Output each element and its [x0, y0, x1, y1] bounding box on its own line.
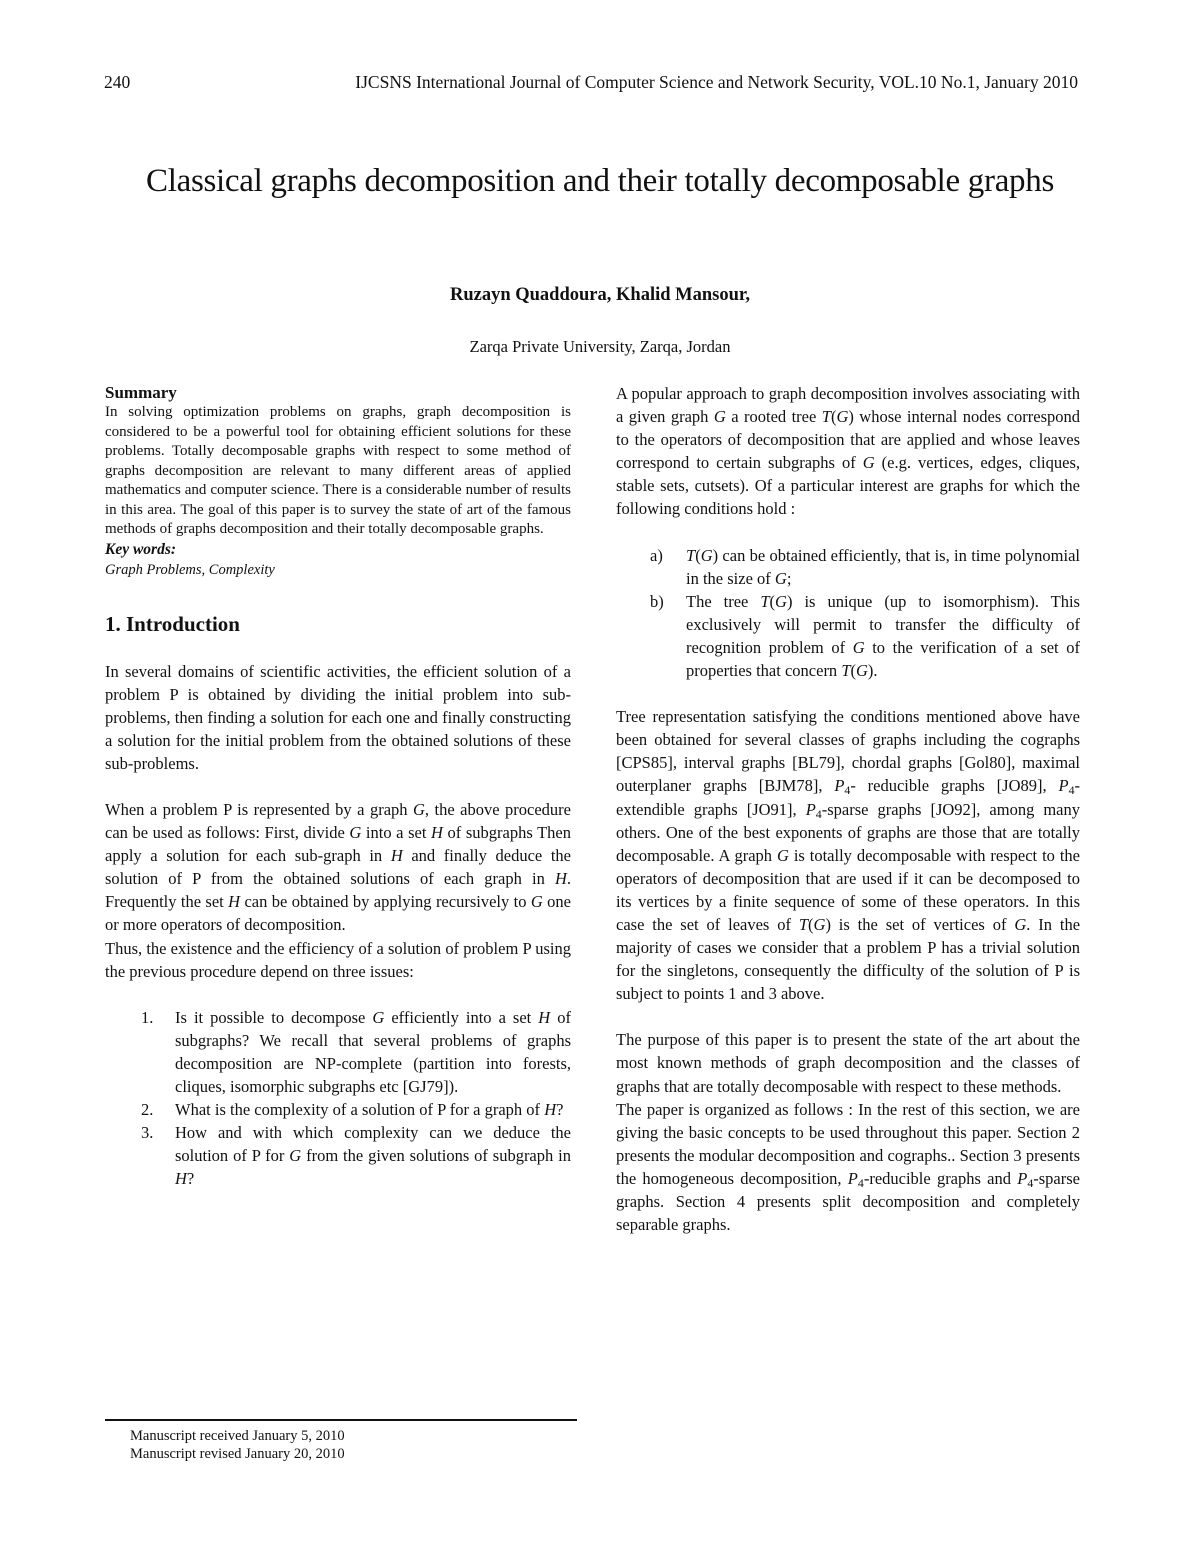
conditions-list: [616, 544, 1080, 683]
math-variable: G: [1014, 914, 1027, 934]
list-marker: a): [650, 545, 663, 565]
subscript: 4: [815, 806, 822, 821]
math-variable: T: [760, 591, 770, 611]
math-variable: P: [805, 799, 816, 819]
paper-title: Classical graphs decomposition and their totally decomposable graphs: [146, 163, 1054, 199]
list-item: b) The tree T(G) is unique (up to isomorphism). This exclusively will permit to transfer the difficulty of recognition problem of G to the verification of a set of properties that concern T(G).: [650, 591, 1080, 681]
math-variable: P: [1058, 776, 1069, 796]
math-variable: G: [713, 407, 726, 427]
manuscript-revised: Manuscript revised January 20, 2010: [130, 1446, 345, 1462]
intro-paragraph-1: In several domains of scientific activities, the efficient solution of a problem P is obtained by dividing the initial problem into sub-problems, then finding a solution for each one and finally constructing a solution for the initial problem from the obtained solutions of these sub-problems.: [105, 661, 571, 773]
math-variable: H: [538, 1007, 551, 1027]
math-variable: H: [175, 1169, 187, 1189]
issues-list: [105, 1006, 571, 1191]
subscript: 4: [1068, 783, 1075, 798]
math-variable: T: [686, 545, 696, 565]
math-variable: T: [798, 914, 809, 934]
list-marker: 3.: [141, 1123, 154, 1143]
math-variable: G: [862, 453, 875, 473]
math-variable: P: [1017, 1168, 1028, 1188]
math-variable: G: [776, 845, 789, 865]
math-variable: G: [349, 823, 362, 843]
right-paragraph-4: The paper is organized as follows : In the rest of this section, we are giving the basic concepts to be used throughout this paper. Section 2 presents the modular decomposition and cographs.. Section 3 presents the homogeneous decomposition, $P_4$-reducible graphs and $P_4$-sparse graphs. Section 4 presents split decomposition and completely separable graphs.: [616, 1099, 1080, 1235]
list-item: 1. Is it possible to decompose G efficiently into a set H of subgraphs? We recall that several problems of graphs decomposition are NP-complete (partition into forests, cliques, isomorphic subgraphs etc [GJ79]).: [141, 1007, 571, 1096]
list-marker: 2.: [141, 1100, 154, 1120]
list-marker: 1.: [141, 1007, 154, 1027]
right-column: [616, 382, 1080, 1236]
right-paragraph-2: Tree representation satisfying the conditions mentioned above have been obtained for several classes of graphs including the cographs [CPS85], interval graphs [BL79], chordal graphs [Gol80], maximal outerplaner graphs [BJM78], $P_4-$ reducible graphs [JO89], $P_4$-extendible graphs [JO91], $P_4$-sparse graphs [JO92], among many others. One of the best exponents of graphs are those that are totally decomposable. A graph G is totally decomposable with respect to the operators of decomposition that are used if it can be decomposed to its vertices by a finite sequence of some of these operators. In this case the set of leaves of T(G) is the set of vertices of G. In the majority of cases we consider that a problem P has a trivial solution for the singletons, consequently the difficulty of the solution of P is subject to points 1 and 3 above.: [616, 707, 1081, 1004]
math-variable: G: [852, 637, 865, 657]
right-paragraph-1: A popular approach to graph decomposition involves associating with a given graph G a rooted tree T(G) whose internal nodes correspond to the operators of decomposition that are applied and whose leaves correspond to certain subgraphs of G (e.g. vertices, edges, cliques, stable sets, cutsets). Of a particular interest are graphs for which the following conditions hold :: [616, 384, 1080, 519]
math-variable: H: [554, 869, 567, 889]
summary-block: [105, 403, 571, 540]
math-variable: G: [836, 407, 849, 427]
subscript: 4: [1027, 1175, 1034, 1190]
subscript: 4: [844, 783, 851, 798]
affiliation: Zarqa Private University, Zarqa, Jordan: [469, 337, 731, 356]
math-variable: G: [530, 892, 543, 912]
journal-header: IJCSNS International Journal of Computer Science and Network Security, VOL.10 No.1, January 2010: [355, 72, 1078, 92]
footnote: [130, 1427, 345, 1463]
keywords-heading: Key words:: [105, 540, 177, 558]
footnote-rule: [105, 1419, 577, 1421]
section-heading-introduction: 1. Introduction: [105, 611, 240, 636]
math-variable: H: [544, 1100, 557, 1120]
left-column: [105, 382, 571, 1190]
list-item: 2. What is the complexity of a solution of P for a graph of H?: [105, 1098, 571, 1121]
math-variable: G: [289, 1146, 302, 1166]
math-variable: H: [228, 892, 241, 912]
math-variable: G: [856, 661, 868, 681]
running-header: [104, 72, 1078, 96]
math-variable: T: [821, 407, 831, 427]
right-paragraph-3: The purpose of this paper is to present the state of the art about the most known methods of graph decomposition and the classes of graphs that are totally decomposable with respect to these methods.: [616, 1030, 1080, 1096]
math-variable: G: [775, 591, 787, 611]
manuscript-received: Manuscript received January 5, 2010: [130, 1428, 345, 1444]
page-number: 240: [104, 72, 131, 92]
math-variable: G: [774, 568, 787, 588]
list-item: a) T(G) can be obtained efficiently, that is, in time polynomial in the size of G;: [650, 545, 1080, 588]
math-variable: P: [847, 1168, 858, 1188]
math-variable: H: [431, 823, 443, 843]
math-variable: G: [700, 545, 713, 565]
math-variable: T: [841, 661, 851, 681]
math-variable: P: [834, 776, 845, 796]
keywords: Graph Problems, Complexity: [105, 561, 275, 578]
math-variable: G: [413, 799, 425, 819]
math-variable: G: [813, 914, 826, 934]
authors: Ruzayn Quaddoura, Khalid Mansour,: [449, 285, 751, 305]
summary-text: In solving optimization problems on graphs, graph decomposition is considered to be a powerful tool for obtaining efficient solutions for these problems. Totally decomposable graphs with respect to some method of graphs decomposition are relevant to many different areas of applied mathematics and computer science. There is a considerable number of results in this area. The goal of this paper is to survey the state of art of the famous methods of graphs decomposition and their totally decomposable graphs.: [105, 404, 571, 537]
math-variable: G: [372, 1007, 385, 1027]
list-marker: b): [650, 591, 664, 611]
intro-paragraph-3: Thus, the existence and the efficiency of a solution of problem P using the previous procedure depend on three issues:: [105, 938, 571, 981]
summary-heading: Summary: [105, 383, 177, 402]
intro-paragraph-2: When a problem P is represented by a graph G, the above procedure can be used as follows: First, divide G into a set H of subgraphs Then apply a solution for each sub-graph in H and finally deduce the solution of P from the obtained solutions of each graph in H. Frequently the set H can be obtained by applying recursively to G one or more operators of decomposition.: [105, 799, 572, 935]
subscript: 4: [857, 1175, 864, 1190]
list-item: 3. How and with which complexity can we deduce the solution of P for G from the given solutions of subgraph in H?: [141, 1123, 571, 1189]
math-variable: H: [390, 846, 403, 866]
